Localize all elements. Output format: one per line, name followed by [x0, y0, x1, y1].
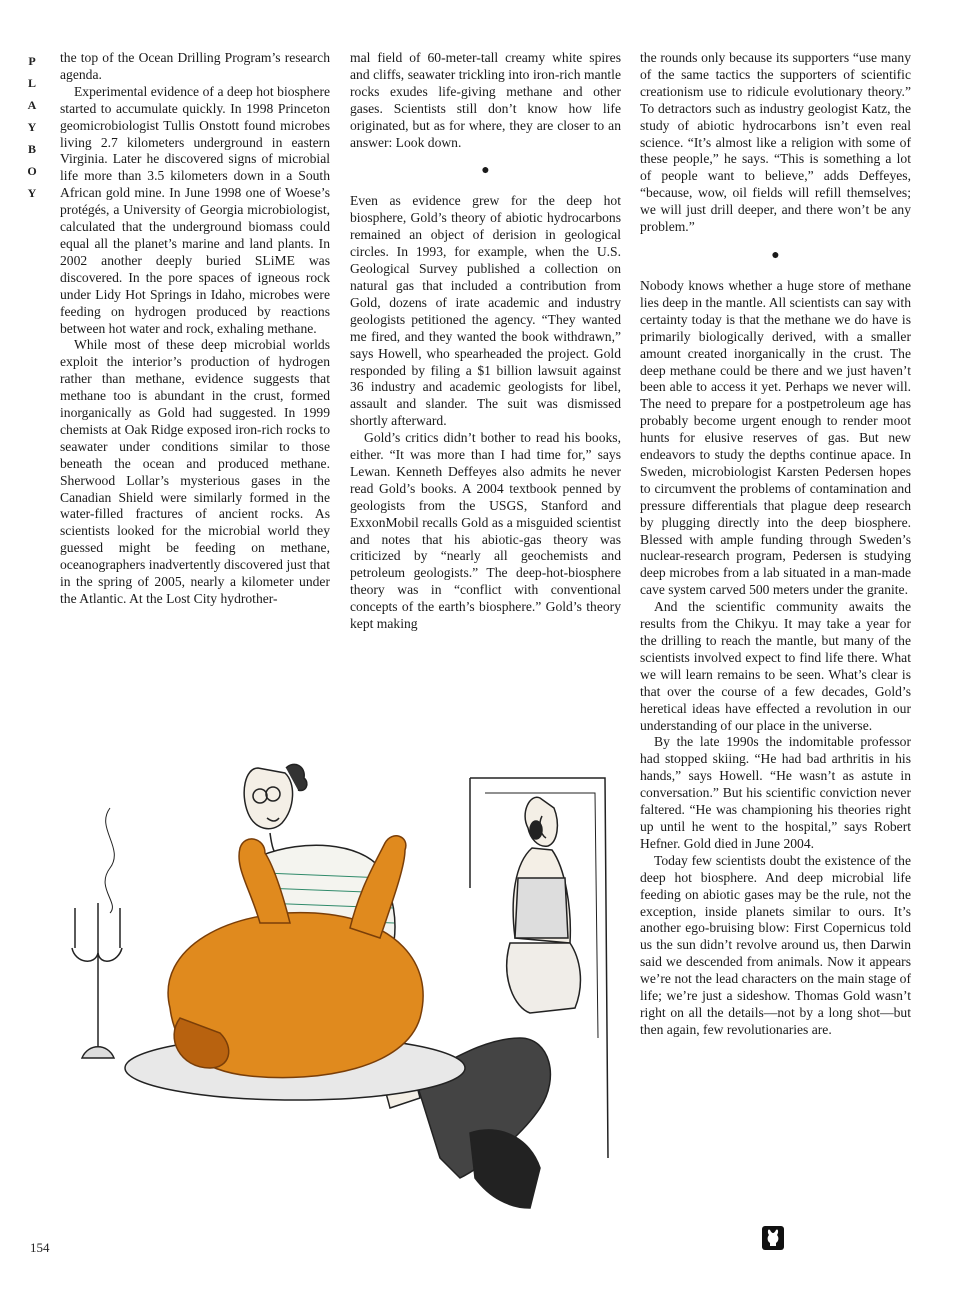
title-letter: O	[27, 164, 37, 178]
title-letter: Y	[27, 186, 37, 200]
candelabra	[72, 808, 122, 1058]
paragraph: And the scientific community awaits the results from the Chikyu. It may take a year for the drilling to reach the mantle, but many of the scientists involved expect to find life there. What we will learn remains to be seen. What’s clear is that over the course of a few decades, Gold’s heretical ideas have effected a revolution in our understanding of our place in the universe.	[640, 599, 911, 733]
woman-figure	[507, 797, 581, 1013]
text-column-1	[60, 50, 330, 608]
paragraph: mal field of 60-meter-tall creamy white spires and cliffs, seawater trickling into iron-rich mantle rocks exudes life-giving methane and other gases. Scientists still don’t know how life originated, but as for where, they are closer to an answer: Look down.	[350, 50, 621, 150]
paragraph: While most of these deep microbial worlds exploit the interior’s production of hydrogen rather than methane, evidence suggests that methane too is abundant in the crust, formed inorganically as Gold had suggested. In 1999 chemists at Oak Ridge exposed iron-rich rocks to seawater under conditions similar to those beneath the ocean and produced methane. Sherwood Lollar’s mysterious gases in the Canadian Shield were similarly formed in the water-filled fractures of ancient rocks. As scientists looked for the microbial world they guessed might be feeding on methane, oceanographers inadvertently discovered just that in the spring of 2005, nearly a kilometer under the Atlantic. At the Lost City hydrother-	[60, 337, 330, 606]
title-letter: P	[28, 54, 36, 68]
paragraph: By the late 1990s the indomitable professor had stopped skiing. “He had bad arthritis in his hands,” says Howell. “He wasn’t as astute in conversation.” But his scientific conviction never faltered. “He was championing his theories right up until he went to the hospital,” says Robert Hefner. Gold died in June 2004.	[640, 734, 911, 851]
paragraph: Even as evidence grew for the deep hot biosphere, Gold’s theory of abiotic hydrocarbons remained an object of derision in geological circles. In 1993, for example, when the U.S. Geological Survey published a collection on natural gas that included a contribution from Gold, dozens of irate academic and industry geologists petitioned the agency. “They wanted me fired, and they wanted the book withdrawn,” says Howell, who spearheaded the project. Gold responded by filing a $1 billion lawsuit against 36 industry and academic geologists for libel, assault and slander. The suit was dismissed shortly afterward.	[350, 193, 621, 429]
page-number: 154	[30, 1240, 50, 1255]
section-separator: ●	[771, 247, 780, 263]
magazine-vertical-title	[24, 50, 40, 204]
paragraph: the top of the Ocean Drilling Program’s research agenda.	[60, 50, 330, 82]
paragraph: the rounds only because its supporters “use many of the same tactics the supporters of scientific creationism use to ridicule evolutionary theory.” To detractors such as industry geologist Katz, the study of abiotic hydrocarbons isn’t even real science. “It’s almost like a religion with some of these people,” he says. “This is something a lot of people want to believe,” adds Deffeyes, “because, wow, oil fields will refill themselves; we will just drill deeper, and there won’t be any problem.”	[640, 50, 911, 235]
text-column-3	[640, 50, 911, 1039]
paragraph: Today few scientists doubt the existence of the deep hot biosphere. And deep microbial life feeding on abiotic gases may be the rule, not the exception, inside planets similar to ours. It’s another ego-bruising blow: First Copernicus told us the sun didn’t revolve around us, then Darwin said we descended from animals. Now it appears we’re not the lead characters on the main stage of life; we’re just a sideshow. Thomas Gold wasn’t right on all the details—not by a long shot—but then again, few revolutionaries are.	[640, 852, 911, 1037]
bunny-end-mark-icon	[762, 1226, 784, 1250]
paragraph: Nobody knows whether a huge store of methane lies deep in the mantle. All scientists can say with certainty today is that the methane we do have is primarily biologically derived, with a smaller amount created inorganically in the crust. The deep methane could be there and we just haven’t been able to access it yet. Perhaps we never will. The need to prepare for a postpetroleum age has probably become urgent enough to render moot hunts for elusive reserves of gas. But new endeavors to study the depths continue apace. In Sweden, microbiologist Karsten Pedersen hopes to circumvent the problems of contamination and pressure differentials that plague deep research by plugging directly into the deep biosphere. Blessed with ample funding through Sweden’s nuclear-research program, Pedersen is studying deep microbes from a lab situated in a man-made cave system carved 500 meters under the granite.	[640, 277, 911, 598]
paragraph: Gold’s critics didn’t bother to read his books, either. “It was more than I had time for,” says Lewan. Kenneth Deffeyes also admits he never read Gold’s books. A 2004 textbook penned by geologists from the USGS, Stanford and ExxonMobil recalls Gold as a misguided scientist and notes that his abiotic-gas theory was criticized by “nearly all geochemists and petroleum geologists.” The deep-hot-biosphere theory was in “conflict with conventional concepts of the earth’s biosphere.” Gold’s theory kept making	[350, 430, 621, 632]
title-letter: Y	[27, 120, 37, 134]
paragraph: Experimental evidence of a deep hot biosphere started to accumulate quickly. In 1998 Princeton geomicrobiologist Tullis Onstott found microbes living 2.7 kilometers underground in eastern Virginia. Later he discovered signs of microbial life more than 3.5 kilometers down in a South African gold mine. In June 1998 one of Woese’s protégés, a University of Georgia microbiologist, calculated that the underground biomass could equal all the planet’s marine and land plants. In 2002 another deeply buried SLiME was discovered. In the pore spaces of igneous rock under Lidy Hot Springs in Idaho, microbes were feeding on hydrogen produced by reactions between hot water and rock, exhaling methane.	[60, 83, 330, 336]
title-letter: A	[27, 98, 37, 112]
title-letter: B	[27, 142, 36, 156]
text-column-2	[350, 50, 621, 633]
title-letter: L	[27, 76, 36, 90]
section-separator: ●	[481, 163, 490, 179]
cartoon-illustration	[60, 738, 625, 1268]
